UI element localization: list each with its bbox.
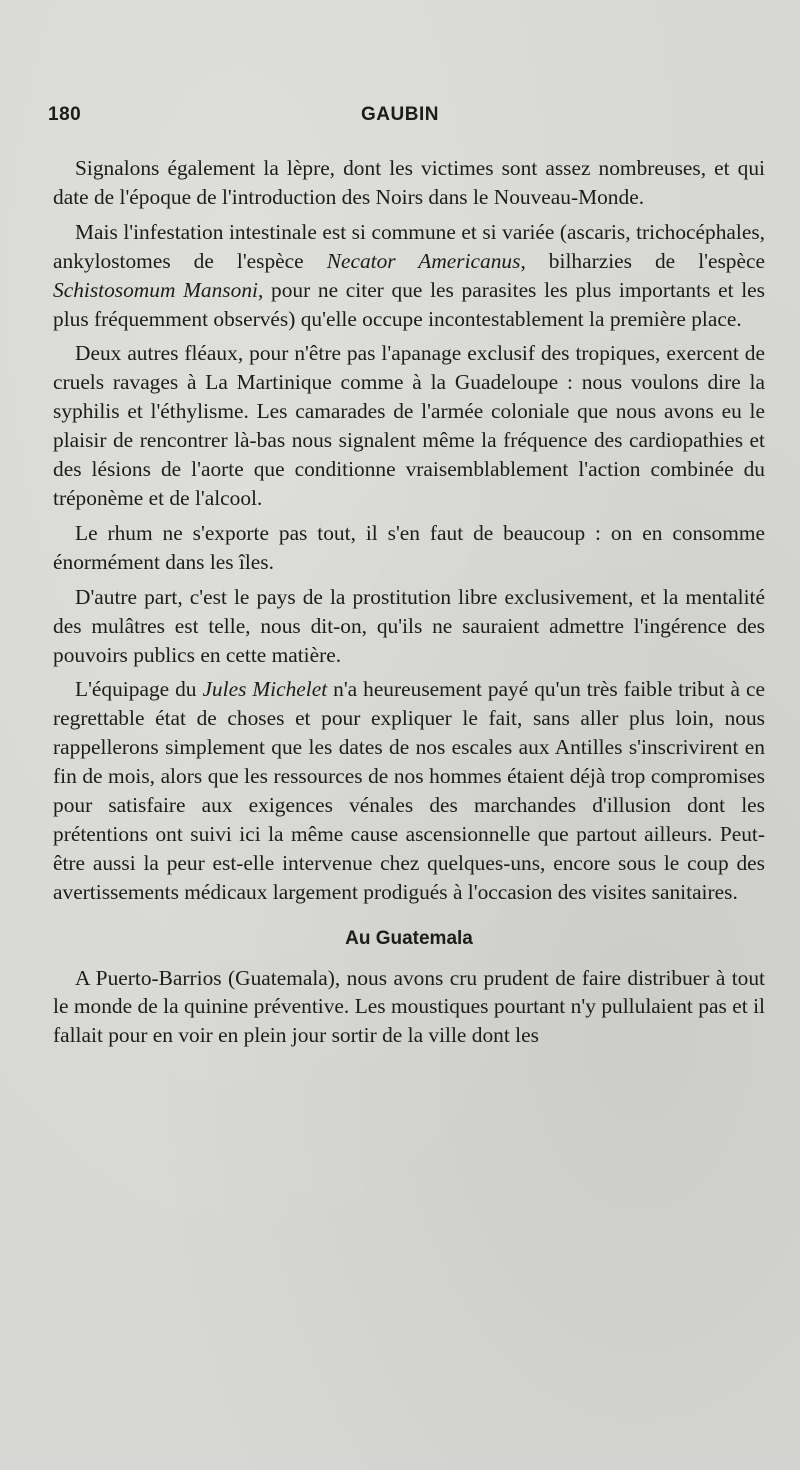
running-head: GAUBIN: [361, 104, 439, 125]
paragraph: A Puerto-Barrios (Guatemala), nous avons cru prudent de faire distribuer à tout le monde de la quinine préventive. Les moustiques pourtant n'y pullulaient pas et il fallait pour en voir en plein jour sortir de la ville dont les: [53, 965, 765, 1048]
paragraph: Le rhum ne s'exporte pas tout, il s'en faut de beaucoup : on en consomme énormément dans les îles.: [53, 520, 765, 574]
body-text: [53, 154, 765, 1056]
paragraph: D'autre part, c'est le pays de la prostitution libre exclusivement, et la mentalité des mulâtres est telle, nous dit-on, qu'ils ne sauraient admettre l'ingérence des pouvoirs publics en cette matière.: [53, 584, 765, 667]
page-number: 180: [48, 104, 82, 125]
paragraph: Deux autres fléaux, pour n'être pas l'apanage exclusif des tropiques, exercent de cruels ravages à La Martinique comme à la Guadeloupe : nous voulons dire la syphilis et l'éthylisme. Les camarades de l'armée coloniale que nous avons eu le plaisir de rencontrer là-bas nous signalent même la fréquence des cardiopathies et des lésions de l'aorte que conditionne vraisemblablement l'action combinée du tréponème et de l'alcool.: [53, 341, 765, 510]
paragraph: Signalons également la lèpre, dont les victimes sont assez nombreuses, et qui date de l'époque de l'introduction des Noirs dans le Nouveau-Monde.: [53, 156, 765, 209]
paragraph: Mais l'infestation intestinale est si commune et si variée (ascaris, trichocéphales, ankylostomes de l'espèce Necator Americanus, bilharzies de l'espèce Schistosomum Mansoni, pour ne citer que les parasites les plus importants et les plus fréquemment observés) qu'elle occupe incontestablement la première place.: [53, 219, 765, 331]
page-header: [48, 104, 752, 134]
paragraph: L'équipage du Jules Michelet n'a heureusement payé qu'un très faible tribut à ce regrettable état de choses et pour expliquer le fait, sans aller plus loin, nous rappellerons simplement que les dates de nos escales aux Antilles s'inscrivirent en fin de mois, alors que les ressources de nos hommes étaient déjà trop compromises pour satisfaire aux exigences vénales des marchandes d'illusion dont les prétentions ont suivi ici la même cause ascensionnelle que partout ailleurs. Peut-être aussi la peur est-elle intervenue chez quelques-uns, encore sous le coup des avertissements médicaux largement prodigués à l'occasion des visites sanitaires.: [53, 677, 765, 904]
ship-name: Jules Michelet: [202, 677, 328, 702]
species-name: Schistosomum Mansoni: [53, 277, 258, 302]
species-name: Necator Americanus: [326, 248, 521, 273]
section-heading: Au Guatemala: [345, 927, 473, 949]
